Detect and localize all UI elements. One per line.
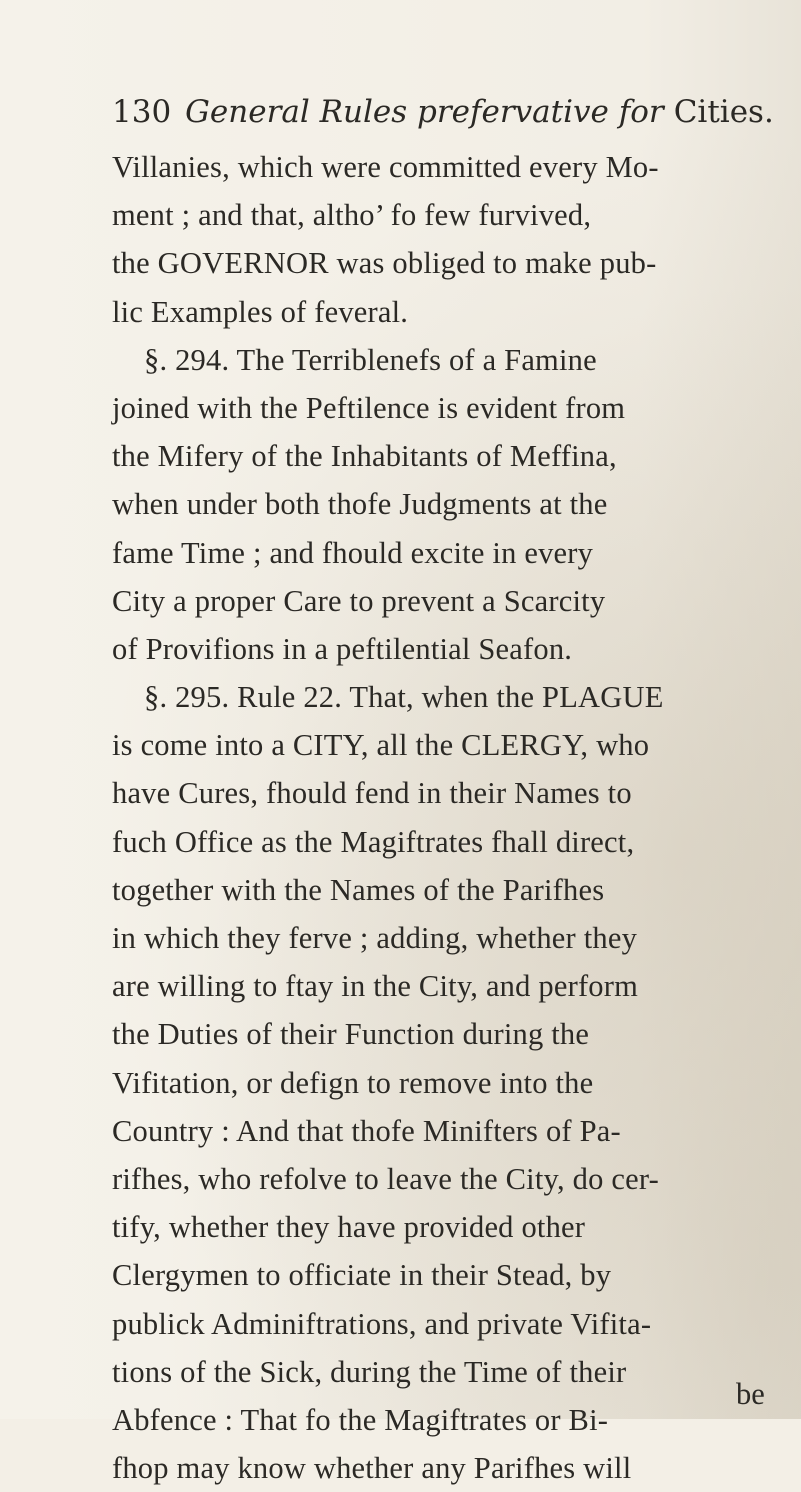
text-line: Abfence : That fo the Magiftrates or Bi- [112, 1402, 609, 1437]
body-text [112, 143, 772, 1492]
text-line: City a proper Care to prevent a Scarcity [112, 583, 606, 618]
text-line: lic Examples of feveral. [112, 294, 409, 329]
text-line: the GOVERNOR was obliged to make pub- [112, 246, 657, 281]
page-header [112, 92, 774, 132]
text-line: are willing to ftay in the City, and perform [112, 969, 639, 1004]
text-line: fuch Office as the Magiftrates fhall direct, [112, 824, 635, 859]
text-line: Villanies, which were committed every Mo- [112, 150, 659, 184]
text-line: Vifitation, or defign to remove into the [112, 1065, 594, 1100]
text-line: have Cures, fhould fend in their Names to [112, 776, 632, 811]
text-line: the Duties of their Function during the [112, 1017, 590, 1052]
text-line: of Provifions in a peftilential Seafon. [112, 631, 573, 666]
text-line: in which they ferve ; adding, whether they [112, 921, 638, 955]
text-line: §. 294. The Terriblenefs of a Famine [144, 342, 597, 377]
text-line: §. 295. Rule 22. That, when the PLAGUE [144, 680, 664, 715]
running-title-end: Cities. [673, 94, 774, 130]
text-line: tify, whether they have provided other [112, 1210, 586, 1245]
text-line: rifhes, who refolve to leave the City, do cer- [112, 1161, 659, 1196]
text-line: tions of the Sick, during the Time of their [112, 1354, 627, 1389]
text-line: Clergymen to officiate in their Stead, by [112, 1258, 612, 1293]
running-title: General Rules prefervative for [185, 94, 664, 130]
text-line: ment ; and that, altho’ fo few furvived, [112, 198, 592, 233]
text-line: the Mifery of the Inhabitants of Meffina, [112, 439, 617, 474]
text-line: joined with the Peftilence is evident from [112, 390, 626, 425]
text-line: when under both thofe Judgments at the [112, 487, 608, 522]
text-line: Country : And that thofe Minifters of Pa- [112, 1113, 621, 1148]
text-line: fhop may know whether any Parifhes will [112, 1451, 632, 1486]
page-number: 130 [112, 94, 172, 130]
text-line: is come into a CITY, all the CLERGY, who [112, 728, 650, 763]
text-line: fame Time ; and fhould excite in every [112, 535, 594, 570]
text-line: publick Adminiftrations, and private Vifita- [112, 1306, 652, 1341]
catchword: be [736, 1377, 765, 1411]
text-line: together with the Names of the Parifhes [112, 872, 605, 907]
